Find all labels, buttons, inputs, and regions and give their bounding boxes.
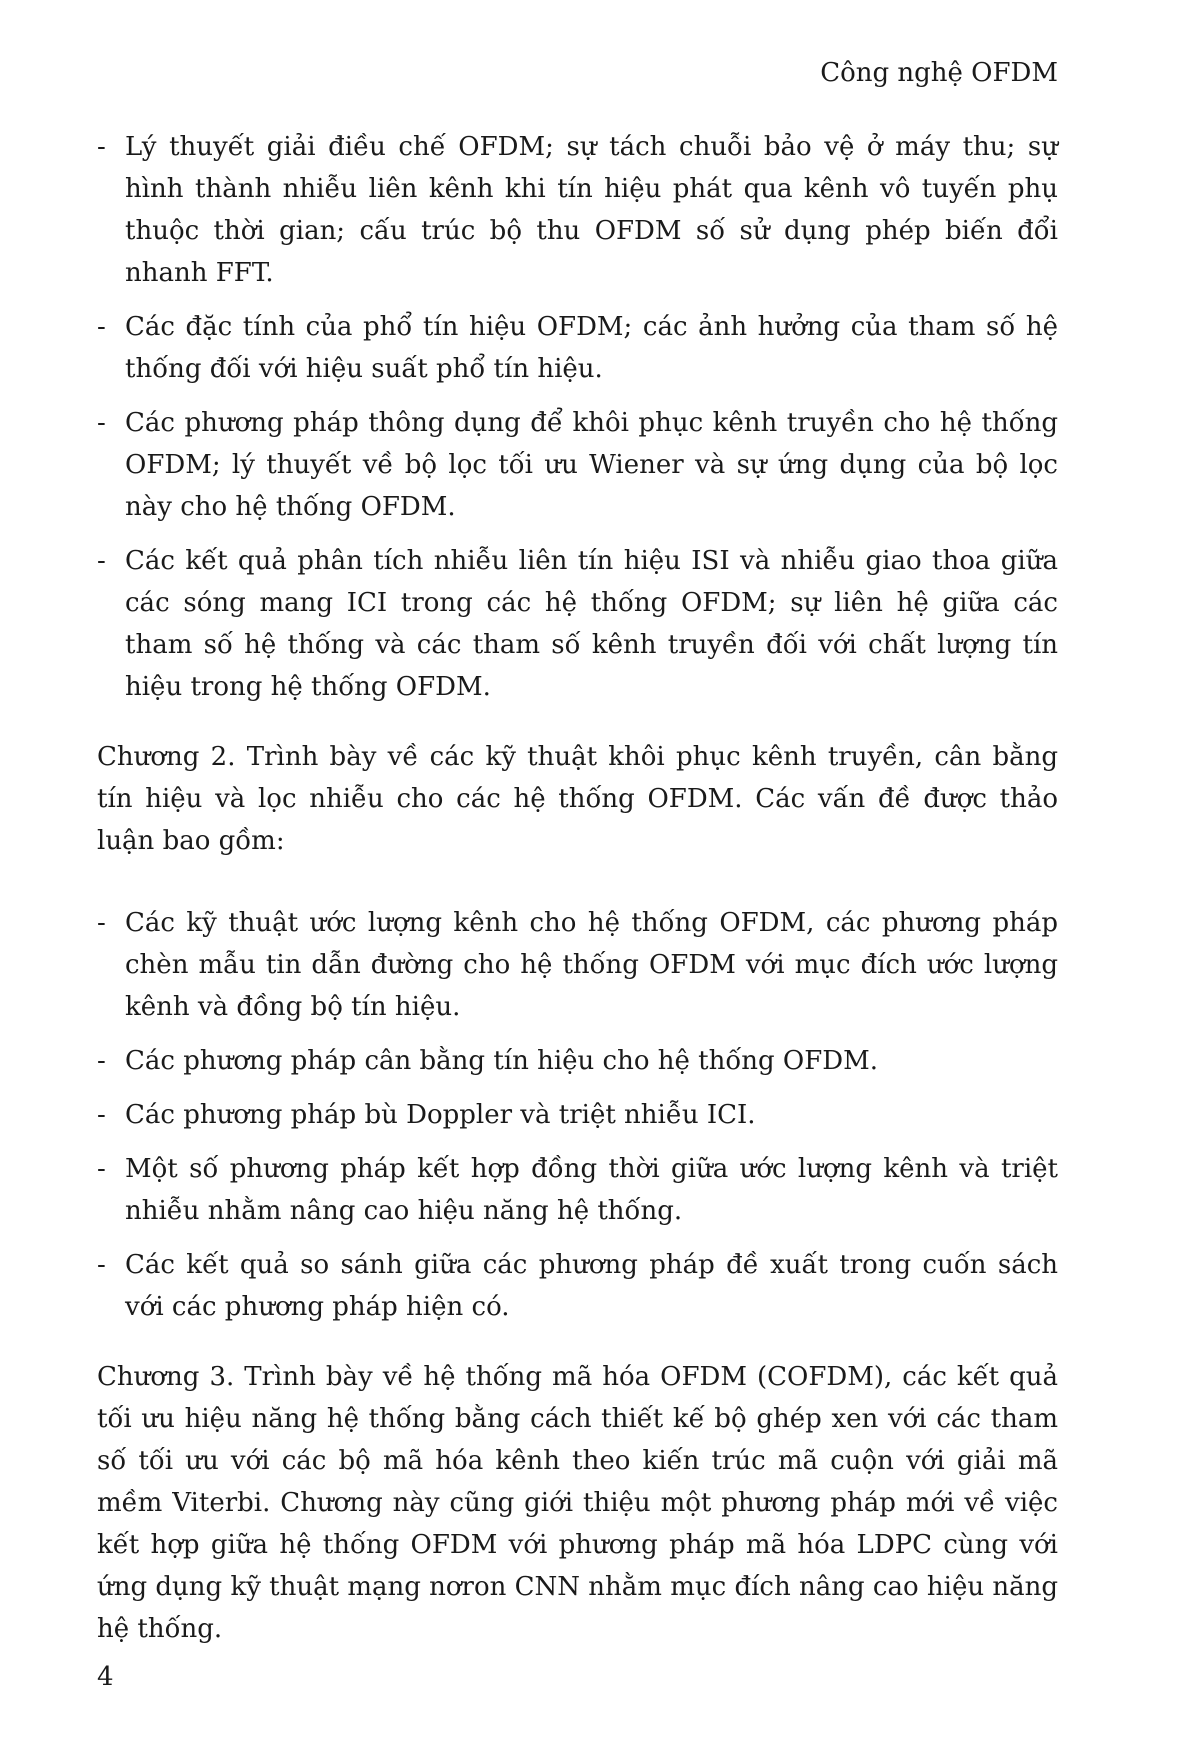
list-item: - Các phương pháp bù Doppler và triệt nhiễu ICI. bbox=[97, 1094, 1058, 1136]
list-item: - Các phương pháp cân bằng tín hiệu cho hệ thống OFDM. bbox=[97, 1040, 1058, 1082]
list-item: - Các kết quả so sánh giữa các phương pháp đề xuất trong cuốn sách với các phương pháp hiện có. bbox=[97, 1244, 1058, 1328]
chapter2-paragraph: Chương 2. Trình bày về các kỹ thuật khôi phục kênh truyền, cân bằng tín hiệu và lọc nhiễu cho các hệ thống OFDM. Các vấn đề được thảo luận bao gồm: bbox=[97, 742, 1058, 856]
list-item: - Các phương pháp thông dụng để khôi phục kênh truyền cho hệ thống OFDM; lý thuyết về bộ lọc tối ưu Wiener và sự ứng dụng của bộ lọc này cho hệ thống OFDM. bbox=[97, 402, 1058, 528]
chapter2-topic-list bbox=[97, 902, 1058, 1328]
list-item: - Các kết quả phân tích nhiễu liên tín hiệu ISI và nhiễu giao thoa giữa các sóng mang ICI trong các hệ thống OFDM; sự liên hệ giữa các tham số hệ thống và các tham số kênh truyền đối với chất lượng tín hiệu trong hệ thống OFDM. bbox=[97, 540, 1058, 708]
list-item: - Một số phương pháp kết hợp đồng thời giữa ước lượng kênh và triệt nhiễu nhằm nâng cao hiệu năng hệ thống. bbox=[97, 1148, 1058, 1232]
running-header: Công nghệ OFDM bbox=[820, 58, 1058, 88]
page-content bbox=[97, 126, 1058, 1650]
chapter1-topic-list bbox=[97, 126, 1058, 708]
list-item: - Các kỹ thuật ước lượng kênh cho hệ thống OFDM, các phương pháp chèn mẫu tin dẫn đường cho hệ thống OFDM với mục đích ước lượng kênh và đồng bộ tín hiệu. bbox=[97, 902, 1058, 1028]
page-number: 4 bbox=[97, 1662, 114, 1692]
list-item: - Các đặc tính của phổ tín hiệu OFDM; các ảnh hưởng của tham số hệ thống đối với hiệu suất phổ tín hiệu. bbox=[97, 306, 1058, 390]
list-item: - Lý thuyết giải điều chế OFDM; sự tách chuỗi bảo vệ ở máy thu; sự hình thành nhiễu liên kênh khi tín hiệu phát qua kênh vô tuyến phụ thuộc thời gian; cấu trúc bộ thu OFDM số sử dụng phép biến đổi nhanh FFT. bbox=[97, 126, 1058, 294]
chapter3-paragraph: Chương 3. Trình bày về hệ thống mã hóa OFDM (COFDM), các kết quả tối ưu hiệu năng hệ thống bằng cách thiết kế bộ ghép xen với các tham số tối ưu với các bộ mã hóa kênh theo kiến trúc mã cuộn với giải mã mềm Viterbi. Chương này cũng giới thiệu một phương pháp mới về việc kết hợp giữa hệ thống OFDM với phương pháp mã hóa LDPC cùng với ứng dụng kỹ thuật mạng nơron CNN nhằm mục đích nâng cao hiệu năng hệ thống. bbox=[97, 1362, 1058, 1644]
